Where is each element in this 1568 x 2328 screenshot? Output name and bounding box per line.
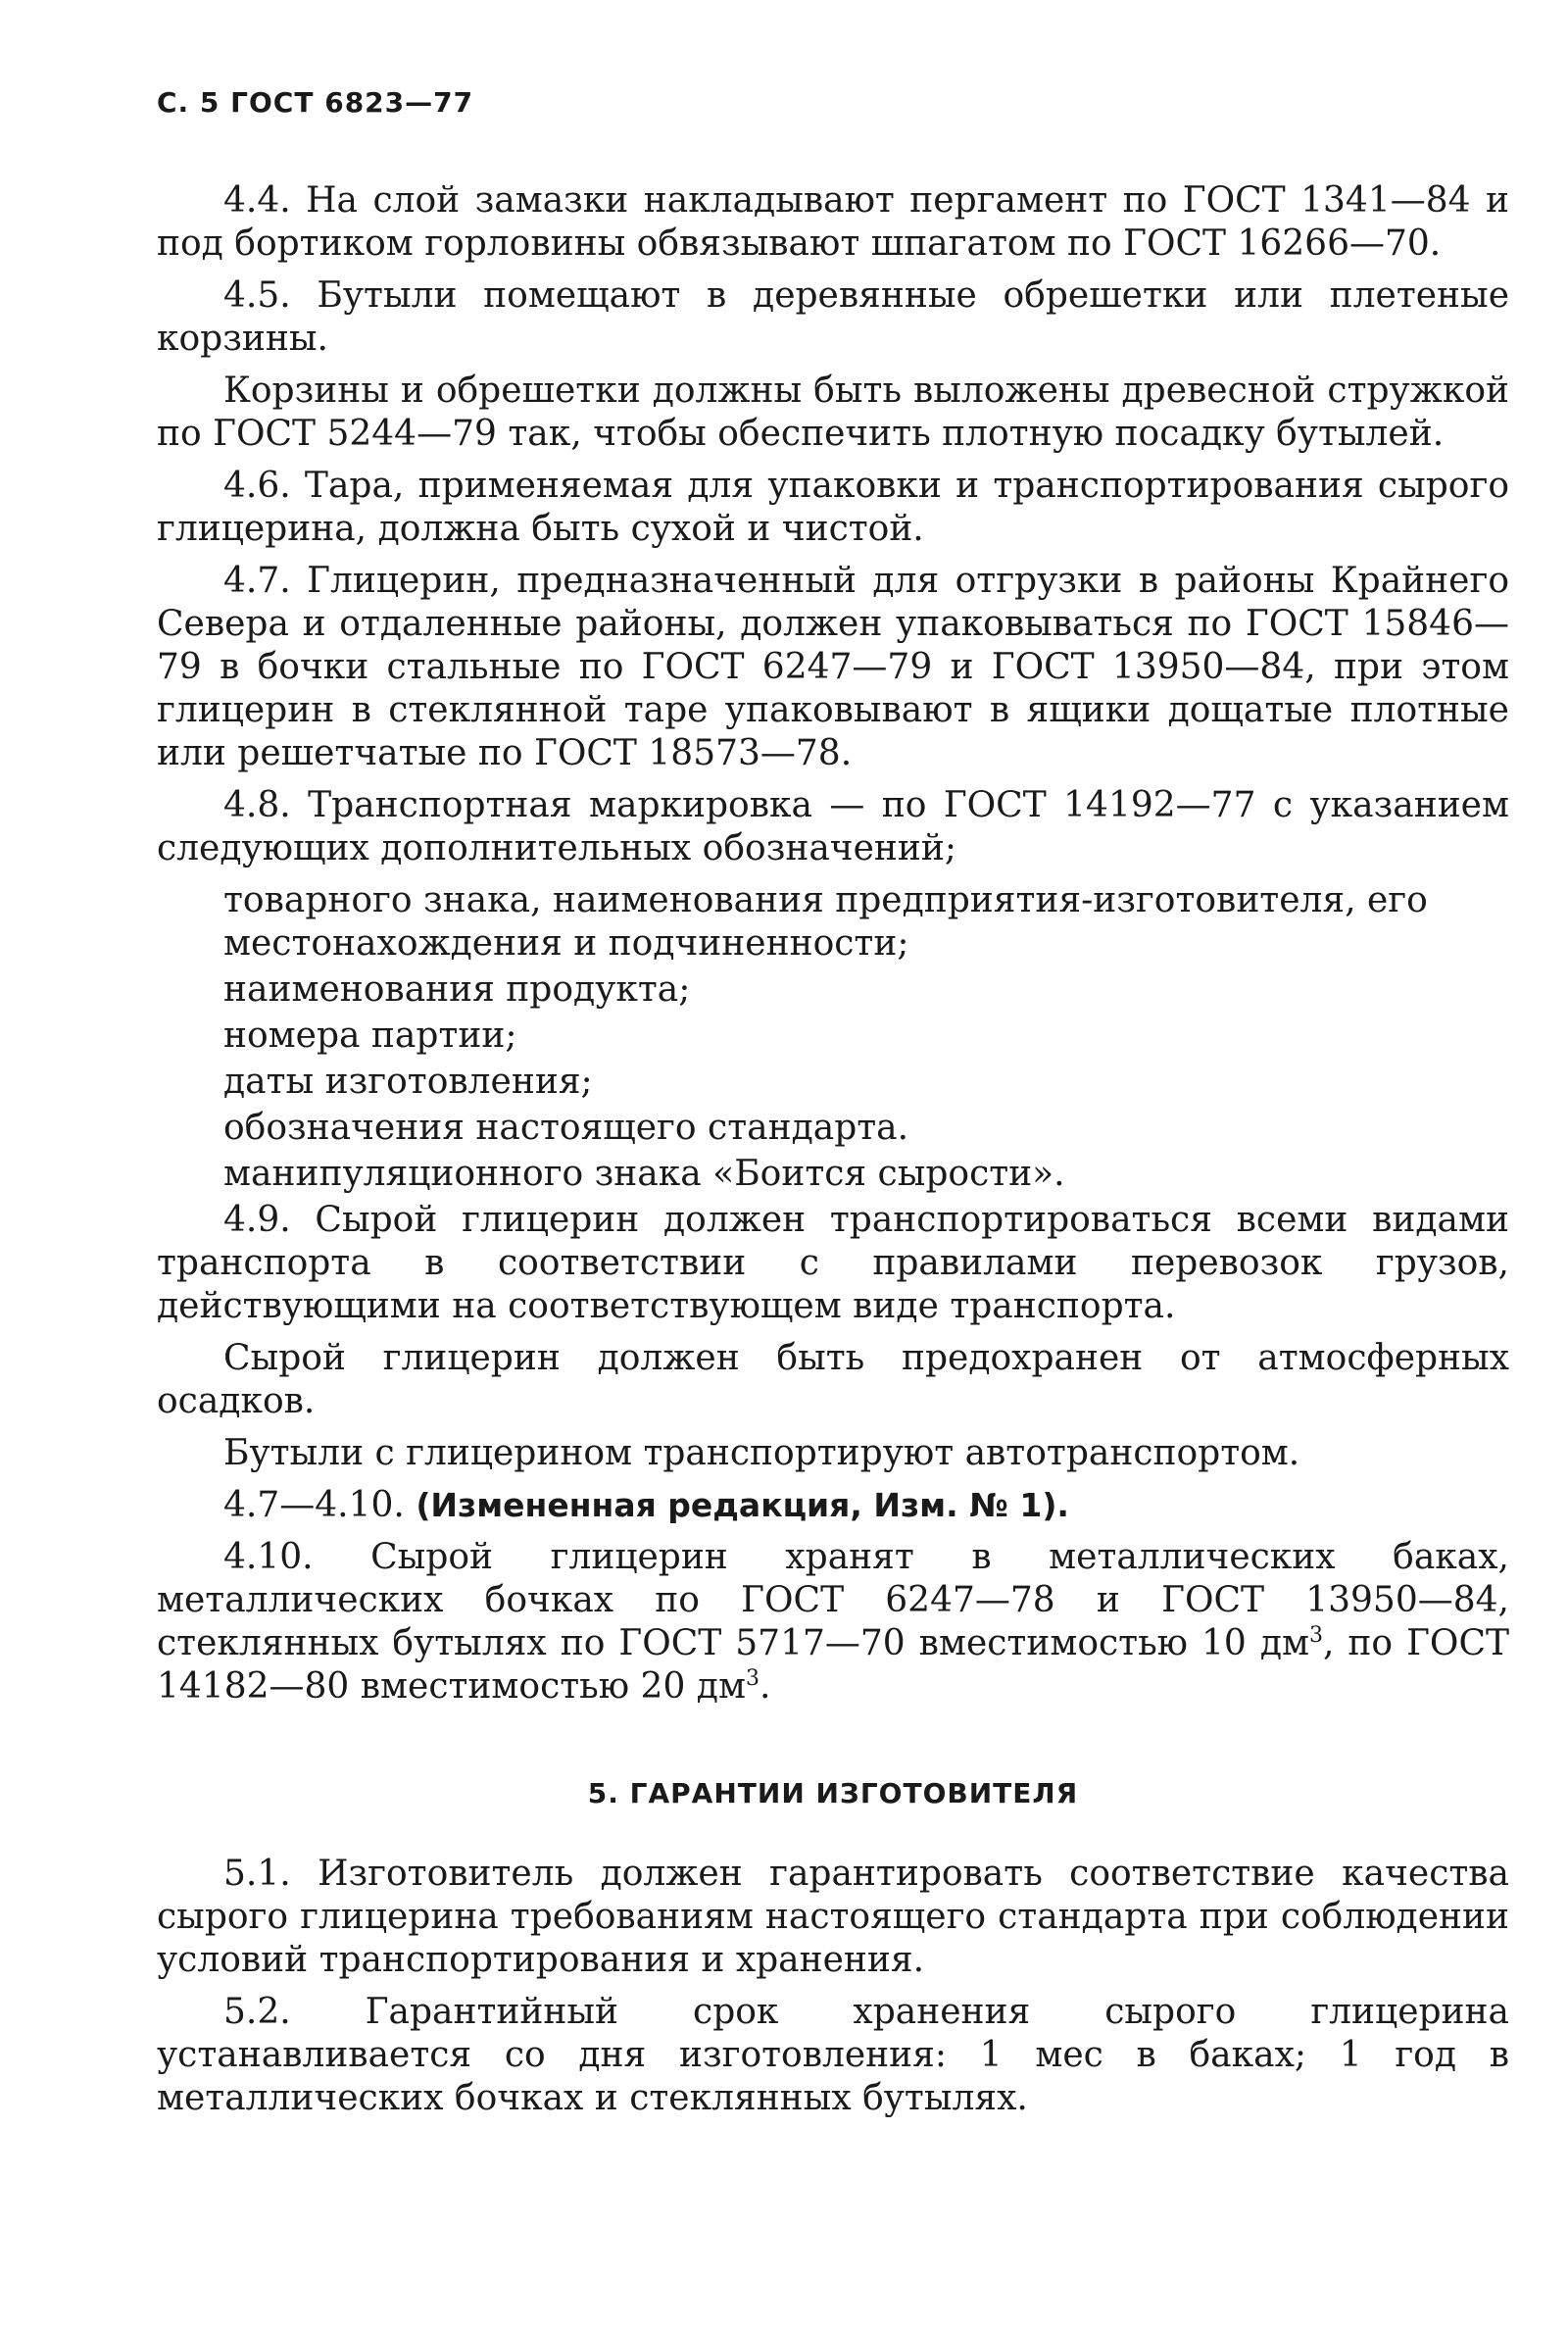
- clause-4-10-text-end: .: [759, 1666, 771, 1707]
- clause-4-9-transport: Бутыли с глицерином транспортируют автотранспортом.: [223, 1433, 1300, 1473]
- superscript-3: 3: [745, 1666, 760, 1691]
- marking-item: наименования продукта;: [223, 969, 691, 1010]
- marking-item: манипуляционного знака «Боится сырости».: [223, 1154, 1065, 1194]
- marking-item: товарного знака, наименования предприятия-изготовителя, его местонахождения и подчиненности;: [223, 880, 1428, 964]
- clause-4-6: 4.6. Тара, применяемая для упаковки и транспортирования сырого глицерина, должна быть сухой и чистой.: [157, 466, 1509, 549]
- clause-4-4: 4.4. На слой замазки накладывают пергамент по ГОСТ 1341—84 и под бортиком горловины обвязывают шпагатом по ГОСТ 16266—70.: [157, 180, 1509, 264]
- clause-4-10-text-start: 4.10. Сырой глицерин хранят в металлических баках, металлических бочках по ГОСТ 6247—78 и ГОСТ 13950—84, стеклянных бутылях по ГОСТ 5717—70 вместимостью 10 дм: [157, 1537, 1509, 1663]
- document-page: [157, 86, 1509, 2129]
- amendment-note: [157, 1484, 1509, 1527]
- marking-item: номера партии;: [223, 1015, 517, 1056]
- clause-5-2: 5.2. Гарантийный срок хранения сырого глицерина устанавливается со дня изготовления: 1 мес в баках; 1 год в металлических бочках и стеклянных бутылях.: [157, 1992, 1509, 2118]
- clause-4-5: 4.5. Бутыли помещают в деревянные обрешетки или плетеные корзины.: [157, 275, 1509, 359]
- clause-4-9-precipitation: Сырой глицерин должен быть предохранен от атмосферных осадков.: [157, 1338, 1509, 1421]
- clause-4-8: 4.8. Транспортная маркировка — по ГОСТ 14192—77 с указанием следующих дополнительных обозначений;: [157, 785, 1509, 868]
- clause-4-7: 4.7. Глицерин, предназначенный для отгрузки в районы Крайнего Севера и отдаленные районы, должен упаковываться по ГОСТ 15846—79 в бочки стальные по ГОСТ 6247—79 и ГОСТ 13950—84, при этом глицерин в стеклянной таре упаковывают в ящики дощатые плотные или решетчатые по ГОСТ 18573—78.: [157, 561, 1509, 773]
- marking-item: обозначения настоящего стандарта.: [223, 1108, 909, 1148]
- marking-item: даты изготовления;: [223, 1062, 593, 1102]
- clause-4-10: [157, 1536, 1509, 1709]
- marking-list: [157, 879, 1509, 1196]
- running-head: С. 5 ГОСТ 6823—77: [157, 86, 474, 119]
- clause-4-5-continuation: Корзины и обрешетки должны быть выложены древесной стружкой по ГОСТ 5244—79 так, чтобы обеспечить плотную посадку бутылей.: [157, 371, 1509, 454]
- clause-4-9: 4.9. Сырой глицерин должен транспортироваться всеми видами транспорта в соответствии с правилами перевозок грузов, действующими на соответствующем виде транспорта.: [157, 1200, 1509, 1326]
- amendment-label: (Измененная редакция, Изм. № 1).: [416, 1486, 1069, 1524]
- amendment-range: 4.7—4.10.: [223, 1485, 405, 1525]
- section-5-title: 5. ГАРАНТИИ ИЗГОТОВИТЕЛЯ: [587, 1777, 1079, 1809]
- clause-5-1: 5.1. Изготовитель должен гарантировать соответствие качества сырого глицерина требованиям настоящего стандарта при соблюдении условий транспортирования и хранения.: [157, 1854, 1509, 1980]
- clause-4-10-text-mid: , по ГОСТ 14182—80 вместимостью 20 дм: [157, 1623, 1510, 1707]
- superscript-3: 3: [1309, 1623, 1323, 1648]
